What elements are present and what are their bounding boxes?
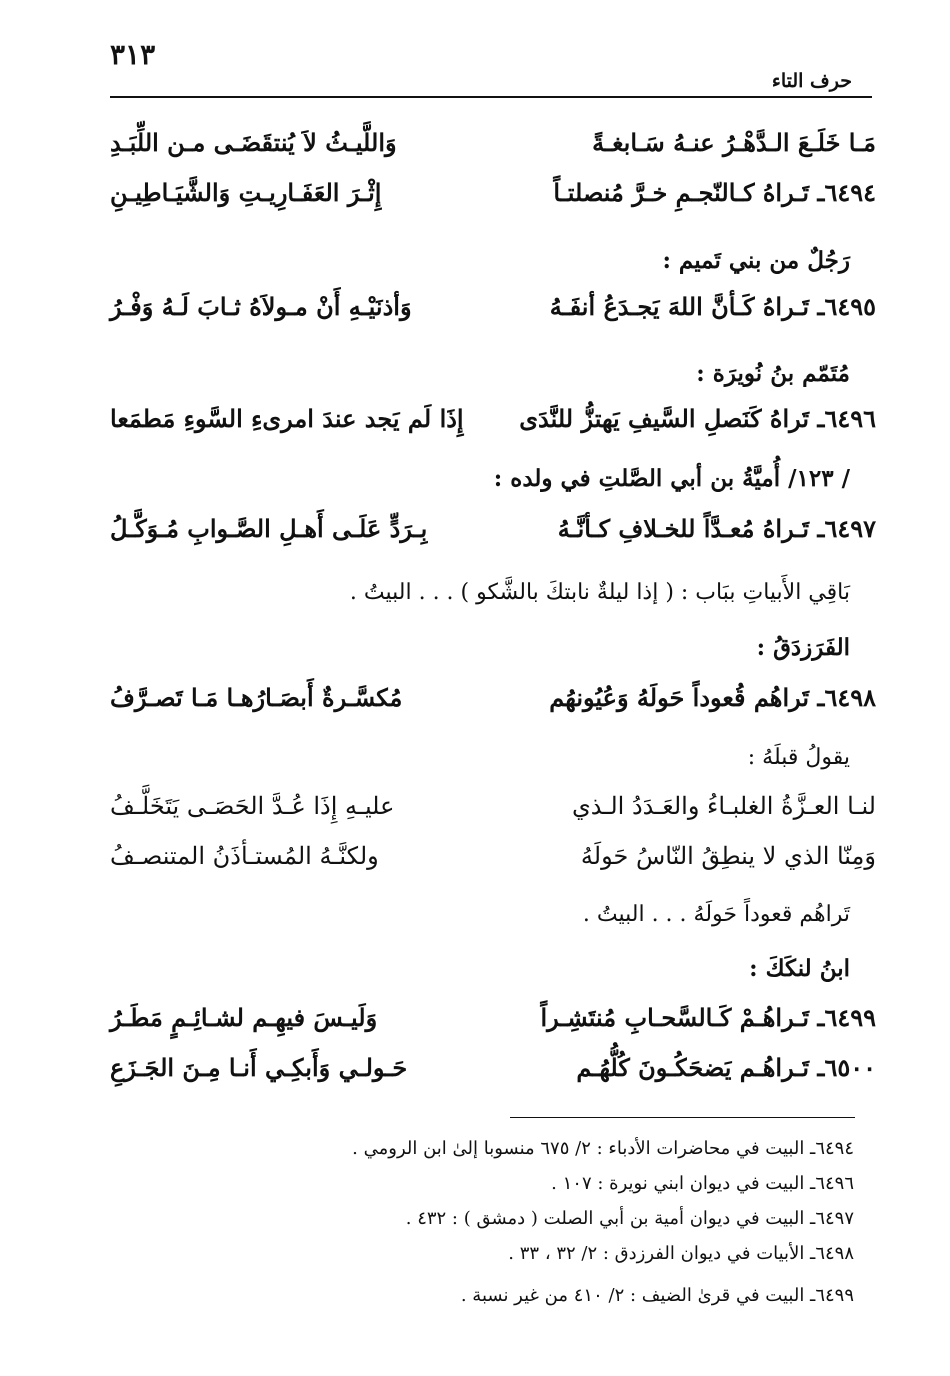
verse-first-hemistich: لنـا العـزَّةُ الغلبـاءُ والعَـدَدُ الـذي	[571, 792, 876, 820]
cross-reference-note: بَاقِي الأَبياتِ ببَاب : ( إذا ليلةٌ نابتكَ بالشَّكو ) . . . البيتُ .	[349, 580, 850, 605]
verse-second-hemistich: مُكسَّـرةٌ أَبصَـارُهـا مَـا تَصـرَّفُ	[110, 683, 403, 712]
footnote: ٦٤٩٦ـ البيت في ديوان ابني نويرة : ١٠٧ .	[551, 1173, 854, 1194]
verse-line	[110, 292, 876, 336]
verse-first-hemistich: ٦٤٩٨ـ تَراهُم قُعوداً حَولَهُ وَعُيُونهُم	[549, 683, 876, 712]
verse-line	[110, 128, 876, 172]
page-number: ٣١٣	[110, 38, 156, 71]
verse-first-hemistich: ٦٤٩٦ـ تَراهُ كَنَصلِ السَّيفِ يَهتزُّ للنَّدَى	[519, 404, 876, 433]
verse-second-hemistich: ولكنَّـهُ المُستـأذَنُ المتنصـفُ	[110, 842, 379, 870]
verse-second-hemistich: إِذَا لَم يَجد عندَ امرىءِ السَّوءِ مَطمَعا	[110, 404, 464, 433]
verse-line	[110, 514, 876, 558]
footnote: ٦٤٩٩ـ البيت في قرىٰ الضيف : ٢/ ٤١٠ من غير نسبة .	[460, 1285, 854, 1306]
verse-line	[110, 1003, 876, 1047]
verse-first-hemistich: ٦٤٩٤ـ تَـراهُ كـالنّجـمِ خـرَّ مُنصلتـاً	[553, 178, 876, 207]
verse-line	[110, 842, 876, 886]
poet-heading: مُتَمّم بنُ نُويرَة :	[696, 360, 850, 387]
footnote: ٦٤٩٧ـ البيت في ديوان أمية بن أبي الصلت ( دمشق ) : ٤٣٢ .	[405, 1208, 854, 1229]
verse-second-hemistich: إِثْـرَ العَفَـارِيـتِ وَالشَّيَـاطِيـنِ	[110, 178, 382, 207]
poet-heading: ابنُ لنكَكَ :	[749, 955, 850, 982]
verse-first-hemistich: ٦٤٩٥ـ تَـراهُ كَـأنَّ اللهَ يَجـدَعُ أنفَـهُ	[549, 292, 876, 321]
cross-reference-note: تَراهُم قعوداً حَولَهُ . . . البيتُ .	[582, 902, 850, 927]
verse-line	[110, 792, 876, 836]
header-rule	[110, 96, 872, 98]
footnote: ٦٤٩٤ـ البيت في محاضرات الأدباء : ٢/ ٦٧٥ منسوبا إلىٰ ابن الرومي .	[352, 1138, 854, 1159]
poet-heading: / ١٢٣/ أُميَّةُ بن أبي الصَّلتِ في ولده :	[493, 465, 850, 492]
verse-second-hemistich: حَـولـي وَأَبكِـي أَنـا مِـنَ الجَـزَعِ	[110, 1053, 408, 1082]
verse-second-hemistich: بِـرَدٍّ عَلَـى أَهـلِ الصَّـوابِ مُـوَكَّـلُ	[110, 514, 428, 543]
verse-second-hemistich: وَاللَّيـثُ لاَ يُنتقَضَـى مـن اللِّبَـدِ	[110, 128, 397, 157]
running-head: حرف التاء	[771, 70, 852, 92]
verse-line	[110, 683, 876, 727]
footnote-separator	[510, 1117, 855, 1118]
verse-first-hemistich: مَـا خَلَـعَ الـدَّهْـرُ عنـهُ سَـابغـةً	[592, 128, 876, 157]
verse-first-hemistich: ٦٤٩٩ـ تَـراهُـمْ كَـالسَّحـابِ مُنتَشِـراً	[540, 1003, 876, 1032]
footnote: ٦٤٩٨ـ الأبيات في ديوان الفرزدق : ٢/ ٣٢ ، ٣٣ .	[508, 1243, 854, 1264]
poet-heading: رَجُلٌ من بني تَميم :	[662, 247, 850, 274]
intro-note: يقولُ قبلَهُ :	[747, 745, 850, 770]
verse-line	[110, 178, 876, 222]
poet-heading: الفَرَزدَقُ :	[756, 634, 850, 661]
verse-first-hemistich: ٦٥٠٠ـ تَـراهُـم يَضحَكُـونَ كُلُّهُـم	[576, 1053, 876, 1082]
verse-first-hemistich: ٦٤٩٧ـ تَـراهُ مُعـدَّاً للخـلافِ كـأنَّـهُ	[557, 514, 876, 543]
verse-second-hemistich: عليـهِ إِذَا عُـدَّ الحَصَـى يَتَخَلَّـفُ	[110, 792, 395, 820]
verse-second-hemistich: وَلَيـسَ فيهِـم لشـائِـمٍ مَطَـرُ	[110, 1003, 378, 1032]
verse-second-hemistich: وَأذنَيْـهِ أَنْ مـولاَهُ ثـابَ لَـهُ وَفْـرُ	[110, 292, 412, 321]
verse-first-hemistich: وَمِنّا الذي لا ينطِقُ النّاسُ حَولَهُ	[580, 842, 876, 870]
verse-line	[110, 1053, 876, 1097]
verse-line	[110, 404, 876, 448]
